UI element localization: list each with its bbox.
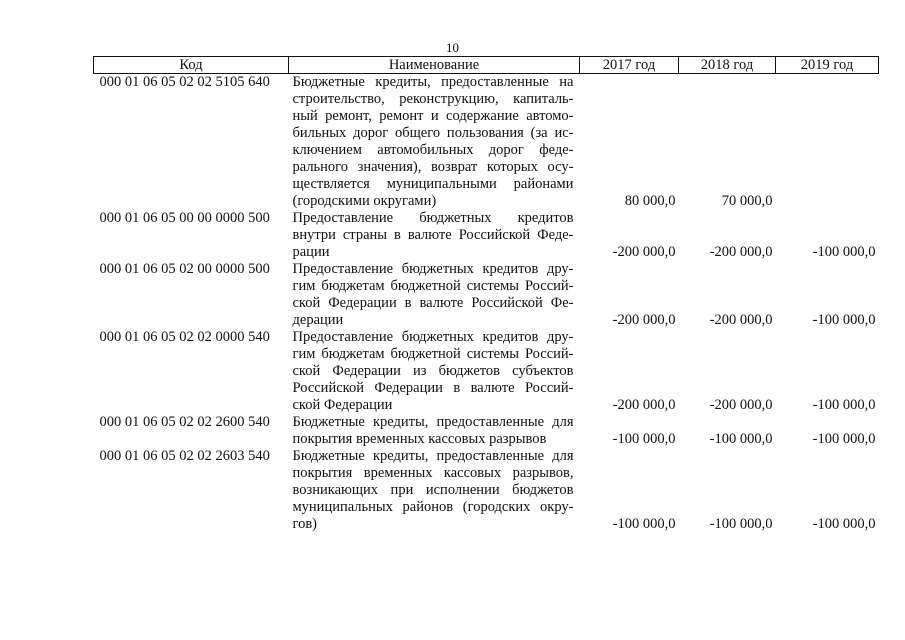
row-name-line: муниципальных районов (городских окру-	[292, 499, 574, 515]
row-value-2018: -200 000,0	[709, 244, 773, 260]
row-value-2017: -100 000,0	[612, 431, 676, 447]
row-value-2017: -200 000,0	[612, 244, 676, 260]
table-row	[94, 448, 879, 533]
row-name-line: Бюджетные кредиты, предоставленные для	[292, 448, 574, 464]
row-value-2017: 80 000,0	[624, 193, 676, 209]
row-value-2017: -100 000,0	[612, 516, 676, 532]
row-name-line: ключением автомобильных дорог феде-	[292, 142, 574, 158]
row-name-line: ской Федерации	[292, 397, 393, 413]
row-name-line: бильных дорог общего пользования (за ис-	[292, 125, 574, 141]
row-name-line: гим бюджетам бюджетной системы Россий-	[292, 346, 574, 362]
row-name-line: покрытия временных кассовых разрывов	[292, 431, 547, 447]
row-name-line: Российской Федерации в валюте Россий-	[292, 380, 574, 396]
header-2019: 2019 год	[776, 57, 879, 74]
row-name-line: строительство, реконструкцию, капиталь-	[292, 91, 574, 107]
row-code: 000 01 06 05 02 02 2600 540	[99, 414, 270, 430]
row-name-line: рального значения), возврат которых осу-	[292, 159, 574, 175]
row-name-line: Бюджетные кредиты, предоставленные на	[292, 74, 574, 90]
row-value-2017: -200 000,0	[612, 397, 676, 413]
row-value-2019	[776, 74, 879, 211]
row-name-line: внутри страны в валюте Российской Феде-	[292, 227, 574, 243]
table-header-row	[94, 57, 879, 74]
table-row	[94, 261, 879, 329]
table-body	[94, 74, 879, 534]
table-row	[94, 210, 879, 261]
row-value-2018: -200 000,0	[709, 312, 773, 328]
table-row	[94, 74, 879, 211]
row-code: 000 01 06 05 02 00 0000 500	[99, 261, 270, 277]
row-name-line: возникающих при исполнении бюджетов	[292, 482, 574, 498]
row-value-2018: -100 000,0	[709, 516, 773, 532]
header-name: Наименование	[289, 57, 580, 74]
row-value-2018: -200 000,0	[709, 397, 773, 413]
header-code: Код	[94, 57, 289, 74]
row-name	[289, 329, 580, 414]
row-value-2019: -100 000,0	[812, 516, 876, 532]
row-name-line: покрытия временных кассовых разрывов,	[292, 465, 574, 481]
row-value-2019: -100 000,0	[812, 397, 876, 413]
row-value-2018: -100 000,0	[709, 431, 773, 447]
row-code: 000 01 06 05 02 02 0000 540	[99, 329, 270, 345]
row-name-line: Предоставление бюджетных кредитов дру-	[292, 329, 574, 345]
page-number: 10	[446, 40, 459, 55]
row-name	[289, 448, 580, 533]
row-code: 000 01 06 05 02 02 2603 540	[99, 448, 270, 464]
row-name	[289, 74, 580, 211]
row-name-line: Предоставление бюджетных кредитов	[292, 210, 574, 226]
row-name-line: (городскими округами)	[292, 193, 437, 209]
row-name-line: дерации	[292, 312, 344, 328]
row-code: 000 01 06 05 00 00 0000 500	[99, 210, 270, 226]
row-name-line: ществляется муниципальными районами	[292, 176, 574, 192]
row-name	[289, 414, 580, 448]
row-value-2019: -100 000,0	[812, 431, 876, 447]
row-value-2017: -200 000,0	[612, 312, 676, 328]
row-name-line: гов)	[292, 516, 318, 532]
row-value-2018: 70 000,0	[721, 193, 773, 209]
table-row	[94, 329, 879, 414]
row-name	[289, 261, 580, 329]
row-name-line: ской Федерации в валюте Российской Фе-	[292, 295, 574, 311]
row-name-line: гим бюджетам бюджетной системы Россий-	[292, 278, 574, 294]
row-name	[289, 210, 580, 261]
header-2018: 2018 год	[679, 57, 776, 74]
row-name-line: ный ремонт, ремонт и содержание автомо-	[292, 108, 574, 124]
row-name-line: Бюджетные кредиты, предоставленные для	[292, 414, 574, 430]
budget-sources-table	[93, 56, 879, 533]
header-2017: 2017 год	[580, 57, 679, 74]
row-value-2019: -100 000,0	[812, 312, 876, 328]
row-name-line: рации	[292, 244, 330, 260]
row-name-line: ской Федерации из бюджетов субъектов	[292, 363, 574, 379]
row-code: 000 01 06 05 02 02 5105 640	[99, 74, 270, 90]
table-row	[94, 414, 879, 448]
row-value-2019: -100 000,0	[812, 244, 876, 260]
row-name-line: Предоставление бюджетных кредитов дру-	[292, 261, 574, 277]
